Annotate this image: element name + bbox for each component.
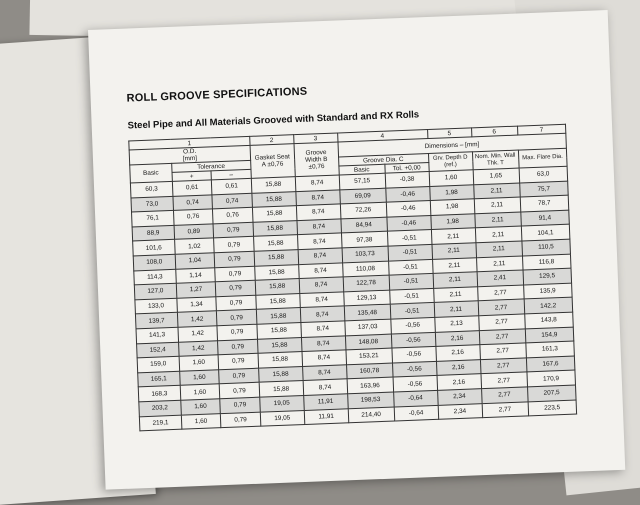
cell-tol-plus: 1,60: [180, 384, 220, 400]
cell-od: 108,0: [133, 254, 175, 270]
cell-flare: 170,9: [527, 370, 576, 386]
cell-d: 1,98: [430, 214, 474, 230]
cell-c: 110,08: [342, 261, 389, 277]
cell-a: 15,88: [257, 337, 301, 353]
column-number: 4: [337, 130, 427, 142]
cell-flare: 104,1: [521, 225, 570, 241]
cell-od: 60,3: [130, 181, 172, 197]
cell-b: 8,74: [301, 321, 345, 337]
cell-c: 129,13: [343, 290, 390, 306]
cell-od: 219,1: [139, 415, 181, 431]
cell-a: 15,88: [257, 322, 301, 338]
cell-a: 15,88: [258, 352, 302, 368]
groove-tolerance-header: Tol. +0,00: [385, 163, 429, 174]
cell-a: 15,88: [254, 264, 298, 280]
cell-c-tol: -0,51: [389, 288, 433, 304]
cell-d: 2,11: [431, 228, 475, 244]
groove-width-header: Groove Width B ±0,76: [294, 142, 339, 177]
cell-tol-minus: 0,79: [218, 353, 258, 369]
cell-c-tol: -0,51: [388, 259, 432, 275]
cell-tol-minus: 0,76: [213, 208, 253, 224]
cell-c: 198,53: [347, 392, 394, 408]
cell-t: 2,77: [478, 299, 525, 315]
cell-flare: 135,9: [523, 283, 572, 299]
cell-d: 2,13: [434, 316, 478, 332]
cell-c: 57,15: [339, 173, 386, 189]
cell-c-tol: -0,64: [393, 390, 437, 406]
page-subtitle: Steel Pipe and All Materials Grooved with Standard and RX Rolls: [127, 109, 420, 132]
gasket-seat-header: Gasket Seat A ±0,76: [250, 144, 295, 179]
cell-b: 8,74: [301, 335, 345, 351]
cell-od: 203,2: [139, 400, 181, 416]
cell-a: 15,88: [259, 381, 303, 397]
cell-tol-minus: 0,79: [213, 222, 253, 238]
dimensions-header: Dimensions – [mm]: [338, 133, 567, 157]
cell-tol-plus: 0,76: [173, 209, 213, 225]
cell-c: 148,08: [345, 334, 392, 350]
cell-t: 2,11: [473, 183, 520, 199]
cell-a: 15,88: [252, 206, 296, 222]
cell-t: 2,11: [474, 212, 521, 228]
cell-od: 73,0: [131, 196, 173, 212]
cell-c-tol: -0,38: [385, 172, 429, 188]
cell-tol-minus: 0,79: [219, 383, 259, 399]
cell-tol-minus: 0,74: [212, 193, 252, 209]
cell-b: 8,74: [300, 306, 344, 322]
cell-c: 135,48: [344, 304, 391, 320]
cell-b: 8,74: [296, 190, 340, 206]
cell-a: 15,88: [253, 235, 297, 251]
cell-flare: 154,9: [525, 327, 574, 343]
cell-d: 2,16: [436, 359, 480, 375]
cell-tol-plus: 0,74: [173, 194, 213, 210]
cell-d: 2,11: [432, 243, 476, 259]
cell-a: 15,88: [254, 250, 298, 266]
cell-t: 2,77: [482, 401, 529, 417]
groove-dia-header: Groove Dia. C: [338, 154, 428, 166]
spec-page: [88, 10, 625, 490]
cell-b: 8,74: [299, 277, 343, 293]
cell-t: 2,11: [474, 197, 521, 213]
cell-d: 1,60: [429, 170, 473, 186]
cell-d: 1,98: [429, 184, 473, 200]
cell-c: 84,94: [341, 217, 388, 233]
cell-tol-minus: 0,79: [221, 412, 261, 428]
cell-c: 72,26: [340, 202, 387, 218]
column-number: 3: [293, 133, 337, 144]
cell-tol-minus: 0,79: [219, 368, 259, 384]
cell-b: 8,74: [303, 379, 347, 395]
cell-tol-plus: 1,04: [175, 253, 215, 269]
cell-flare: 78,7: [520, 195, 569, 211]
column-number: 1: [129, 136, 250, 150]
cell-b: 8,74: [302, 350, 346, 366]
cell-t: 2,77: [479, 343, 526, 359]
cell-tol-minus: 0,79: [220, 397, 260, 413]
cell-c-tol: -0,46: [387, 215, 431, 231]
column-number: 2: [249, 135, 293, 146]
cell-c: 214,40: [348, 407, 395, 423]
cell-t: 1,65: [473, 168, 520, 184]
cell-a: 15,88: [256, 308, 300, 324]
cell-tol-plus: 1,34: [177, 297, 217, 313]
cell-a: 15,88: [253, 220, 297, 236]
cell-b: 8,74: [298, 248, 342, 264]
cell-od: 101,6: [133, 240, 175, 256]
cell-d: 2,16: [435, 330, 479, 346]
od-label: O.D.: [182, 147, 197, 156]
cell-c: 97,38: [341, 232, 388, 248]
cell-flare: 207,5: [527, 385, 576, 401]
cell-flare: 142,2: [524, 297, 573, 313]
cell-tol-minus: 0,61: [212, 178, 252, 194]
cell-tol-plus: 0,89: [174, 224, 214, 240]
cell-b: 11,91: [303, 394, 347, 410]
cell-c: 160,78: [346, 363, 393, 379]
cell-od: 88,9: [132, 225, 174, 241]
cell-c: 103,73: [342, 246, 389, 262]
cell-tol-minus: 0,79: [217, 310, 257, 326]
cell-od: 76,1: [132, 211, 174, 227]
cell-c-tol: -0,46: [386, 201, 430, 217]
tolerance-minus-header: –: [211, 169, 251, 180]
cell-b: 11,91: [304, 408, 348, 424]
cell-tol-minus: 0,79: [218, 339, 258, 355]
cell-t: 2,11: [475, 226, 522, 242]
cell-d: 2,16: [437, 374, 481, 390]
groove-depth-header: Grv. Depth D (ref.): [428, 152, 473, 172]
cell-d: 2,34: [438, 403, 482, 419]
od-unit: [mm]: [182, 154, 198, 163]
cell-tol-minus: 0,79: [214, 251, 254, 267]
cell-od: 159,0: [137, 356, 179, 372]
cell-t: 2,11: [476, 256, 523, 272]
cell-d: 2,11: [433, 272, 477, 288]
cell-flare: 75,7: [519, 181, 568, 197]
cell-od: 165,1: [138, 371, 180, 387]
cell-od: 168,3: [138, 386, 180, 402]
cell-tol-plus: 1,14: [175, 267, 215, 283]
cell-t: 2,41: [477, 270, 524, 286]
cell-tol-plus: 1,42: [178, 340, 218, 356]
cell-tol-minus: 0,79: [214, 237, 254, 253]
cell-flare: 223,5: [528, 400, 577, 416]
cell-b: 8,74: [295, 175, 339, 191]
cell-tol-plus: 1,60: [181, 413, 221, 429]
cell-a: 15,88: [255, 279, 299, 295]
cell-b: 8,74: [297, 219, 341, 235]
cell-flare: 91,4: [520, 210, 569, 226]
cell-d: 1,98: [430, 199, 474, 215]
cell-flare: 110,5: [522, 239, 571, 255]
cell-od: 133,0: [135, 298, 177, 314]
cell-tol-plus: 1,60: [179, 355, 219, 371]
roll-groove-table: [128, 124, 577, 432]
cell-t: 2,11: [475, 241, 522, 257]
column-number: 5: [427, 128, 471, 139]
cell-c-tol: -0,51: [388, 244, 432, 260]
cell-c-tol: -0,56: [391, 332, 435, 348]
tolerance-header: Tolerance: [171, 160, 250, 172]
cell-od: 141,3: [136, 327, 178, 343]
cell-a: 15,88: [258, 366, 302, 382]
cell-c: 69,09: [339, 188, 386, 204]
cell-c-tol: -0,56: [392, 361, 436, 377]
cell-od: 114,3: [134, 269, 176, 285]
cell-tol-plus: 1,02: [174, 238, 214, 254]
groove-basic-header: Basic: [338, 164, 384, 175]
tolerance-plus-header: +: [172, 171, 212, 182]
cell-b: 8,74: [296, 204, 340, 220]
cell-tol-minus: 0,79: [216, 280, 256, 296]
cell-c-tol: -0,51: [387, 230, 431, 246]
cell-d: 2,34: [437, 389, 481, 405]
cell-tol-minus: 0,79: [215, 266, 255, 282]
cell-b: 8,74: [302, 365, 346, 381]
column-number: 7: [517, 124, 566, 135]
cell-t: 2,77: [481, 372, 528, 388]
max-flare-header: Max. Flare Dia.: [518, 148, 567, 168]
cell-a: 15,88: [251, 177, 295, 193]
cell-flare: 161,3: [525, 341, 574, 357]
cell-tol-minus: 0,79: [217, 324, 257, 340]
cell-d: 2,11: [433, 287, 477, 303]
cell-a: 19,05: [259, 395, 303, 411]
cell-tol-plus: 1,42: [178, 326, 218, 342]
od-basic-header: Basic: [130, 163, 172, 183]
cell-tol-plus: 1,60: [179, 369, 219, 385]
cell-od: 127,0: [134, 283, 176, 299]
cell-od: 152,4: [137, 342, 179, 358]
cell-flare: 116,8: [522, 254, 571, 270]
cell-a: 15,88: [252, 191, 296, 207]
cell-flare: 63,0: [519, 166, 568, 182]
column-number: 6: [471, 126, 517, 137]
cell-tol-plus: 0,61: [172, 180, 212, 196]
cell-tol-plus: 1,27: [176, 282, 216, 298]
cell-b: 8,74: [298, 262, 342, 278]
cell-a: 19,05: [260, 410, 304, 426]
cell-c-tol: -0,51: [390, 303, 434, 319]
cell-t: 2,77: [479, 328, 526, 344]
cell-b: 8,74: [299, 292, 343, 308]
cell-c: 122,78: [343, 275, 390, 291]
cell-t: 2,77: [481, 387, 528, 403]
cell-c: 137,03: [344, 319, 391, 335]
cell-t: 2,77: [480, 358, 527, 374]
cell-b: 8,74: [297, 233, 341, 249]
cell-a: 15,88: [256, 293, 300, 309]
cell-d: 2,11: [434, 301, 478, 317]
cell-c-tol: -0,46: [385, 186, 429, 202]
cell-c-tol: -0,56: [393, 376, 437, 392]
table-body: [130, 166, 576, 431]
cell-tol-plus: 1,42: [177, 311, 217, 327]
cell-c-tol: -0,56: [391, 317, 435, 333]
cell-d: 2,16: [436, 345, 480, 361]
page-title: ROLL GROOVE SPECIFICATIONS: [126, 85, 308, 105]
cell-flare: 143,8: [524, 312, 573, 328]
cell-tol-minus: 0,79: [216, 295, 256, 311]
cell-flare: 129,5: [523, 268, 572, 284]
cell-tol-plus: 1,60: [180, 399, 220, 415]
cell-c-tol: -0,51: [389, 274, 433, 290]
wall-thickness-header: Nom. Min. Wall Thk. T: [472, 150, 519, 170]
cell-t: 2,77: [478, 314, 525, 330]
cell-c: 153,21: [346, 348, 393, 364]
cell-flare: 167,6: [526, 356, 575, 372]
cell-od: 139,7: [135, 313, 177, 329]
cell-c-tol: -0,64: [394, 405, 438, 421]
cell-d: 2,11: [432, 257, 476, 273]
cell-c: 163,96: [347, 377, 394, 393]
cell-t: 2,77: [477, 285, 524, 301]
cell-c-tol: -0,56: [392, 347, 436, 363]
